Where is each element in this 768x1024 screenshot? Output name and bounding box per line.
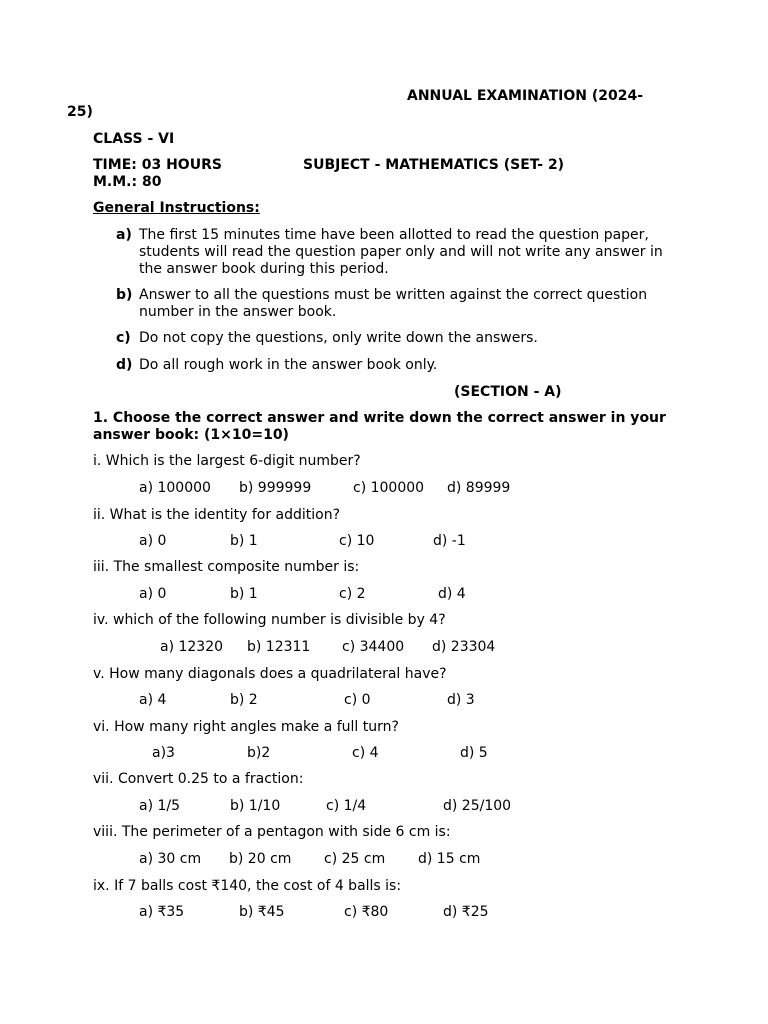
question-text: i. Which is the largest 6-digit number? (93, 453, 361, 469)
option-d: d) 25/100 (443, 798, 512, 814)
instruction-marker-a: a) (116, 227, 132, 243)
option-d: d) -1 (433, 533, 466, 549)
option-b: b) 2 (230, 692, 258, 708)
instruction-marker-c: c) (116, 330, 131, 346)
question-1-heading: 1. Choose the correct answer and write down the correct answer in your (93, 410, 666, 426)
option-d: d) 15 cm (418, 851, 481, 867)
option-d: d) ₹25 (443, 904, 489, 920)
option-b: b) 12311 (247, 639, 311, 655)
option-b: b) 20 cm (229, 851, 292, 867)
option-d: d) 23304 (432, 639, 496, 655)
option-d: d) 4 (438, 586, 466, 602)
option-b: b) 1 (230, 586, 258, 602)
question-text: vi. How many right angles make a full turn? (93, 719, 399, 735)
time-label: TIME: 03 HOURS (93, 157, 222, 173)
option-a: a) 4 (139, 692, 167, 708)
option-a: a) 100000 (139, 480, 211, 496)
subject-label: SUBJECT - MATHEMATICS (SET- 2) (303, 157, 565, 173)
option-d: d) 89999 (447, 480, 511, 496)
instruction-text-c: Do not copy the questions, only write down the answers. (139, 330, 538, 346)
option-a: a) 12320 (160, 639, 224, 655)
question-1-heading-continued: answer book: (1×10=10) (93, 427, 289, 443)
option-c: c) 10 (339, 533, 375, 549)
option-b: b)2 (247, 745, 271, 761)
option-b: b) 999999 (239, 480, 312, 496)
question-text: iv. which of the following number is divisible by 4? (93, 612, 446, 628)
section-title: (SECTION - A) (454, 384, 562, 400)
exam-title: ANNUAL EXAMINATION (2024- (407, 88, 644, 104)
option-a: a) 1/5 (139, 798, 181, 814)
option-b: b) 1 (230, 533, 258, 549)
question-text: ii. What is the identity for addition? (93, 507, 341, 523)
question-text: v. How many diagonals does a quadrilateral have? (93, 666, 447, 682)
instruction-text-d: Do all rough work in the answer book only. (139, 357, 438, 373)
instruction-marker-b: b) (116, 287, 133, 303)
option-a: a) 0 (139, 586, 167, 602)
option-a: a)3 (152, 745, 175, 761)
option-a: a) 0 (139, 533, 167, 549)
option-b: b) 1/10 (230, 798, 281, 814)
max-marks-label: M.M.: 80 (93, 174, 162, 190)
instructions-heading: General Instructions: (93, 200, 260, 216)
option-c: c) 25 cm (324, 851, 386, 867)
option-c: c) 4 (352, 745, 379, 761)
exam-title-continued: 25) (67, 104, 93, 120)
option-a: a) ₹35 (139, 904, 185, 920)
option-c: c) ₹80 (344, 904, 389, 920)
question-text: ix. If 7 balls cost ₹140, the cost of 4 balls is: (93, 878, 402, 894)
option-b: b) ₹45 (239, 904, 285, 920)
option-d: d) 5 (460, 745, 488, 761)
option-c: c) 34400 (342, 639, 405, 655)
option-a: a) 30 cm (139, 851, 202, 867)
instruction-text-b: Answer to all the questions must be written against the correct question number in the answer book. (139, 287, 648, 320)
option-c: c) 0 (344, 692, 371, 708)
option-c: c) 2 (339, 586, 366, 602)
question-text: iii. The smallest composite number is: (93, 559, 360, 575)
question-text: viii. The perimeter of a pentagon with side 6 cm is: (93, 824, 451, 840)
question-text: vii. Convert 0.25 to a fraction: (93, 771, 304, 787)
instruction-text-a: The first 15 minutes time have been allotted to read the question paper, students will read the question paper only and will not write any answer in the answer book during this period. (139, 227, 663, 277)
class-label: CLASS - VI (93, 131, 175, 147)
instruction-marker-d: d) (116, 357, 133, 373)
option-c: c) 100000 (353, 480, 425, 496)
option-c: c) 1/4 (326, 798, 367, 814)
option-d: d) 3 (447, 692, 475, 708)
